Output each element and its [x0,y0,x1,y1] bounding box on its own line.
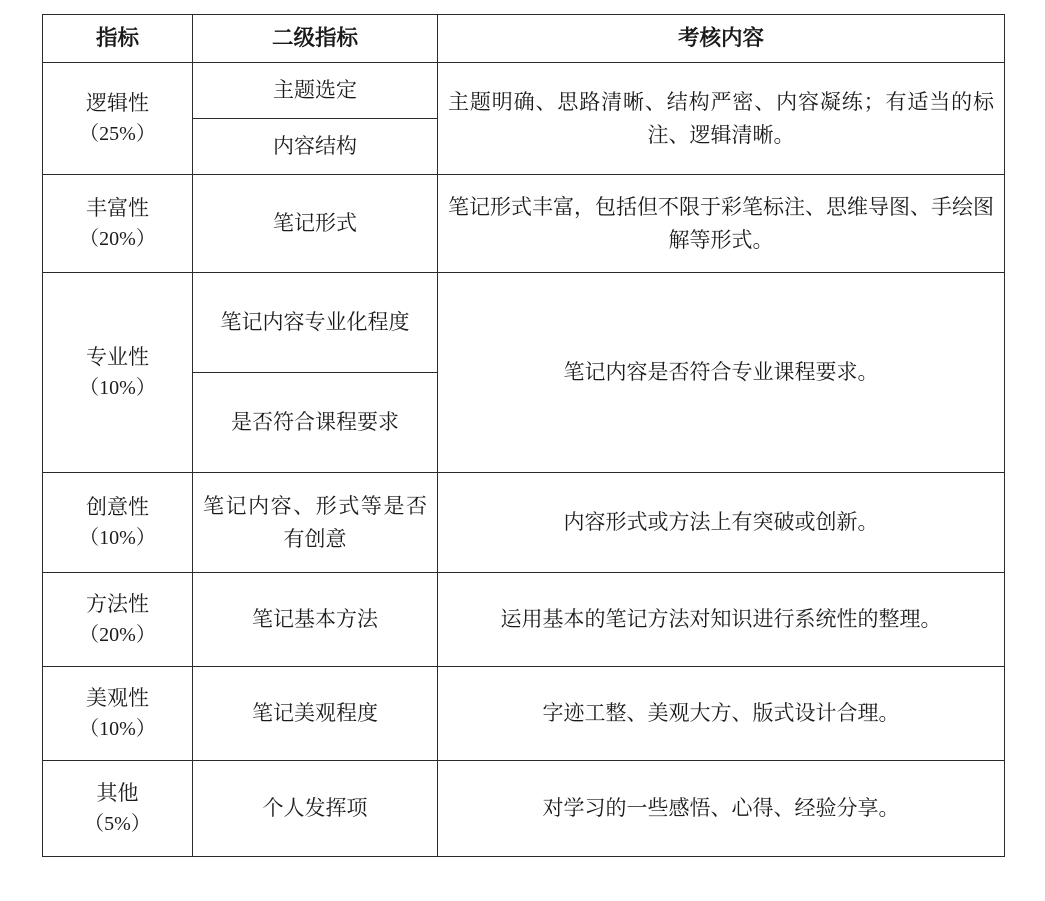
indicator-label: 创意性 [86,494,149,519]
table-row [43,273,1005,373]
content-cell: 运用基本的笔记方法对知识进行系统性的整理。 [438,573,1005,667]
content-cell: 笔记形式丰富，包括但不限于彩笔标注、思维导图、手绘图解等形式。 [438,175,1005,273]
indicator-label: 专业性 [86,344,149,369]
content-cell: 字迹工整、美观大方、版式设计合理。 [438,667,1005,761]
content-cell: 笔记内容是否符合专业课程要求。 [438,273,1005,473]
sub-indicator-cell: 笔记内容、形式等是否有创意 [193,473,438,573]
table-row [43,761,1005,857]
sub-indicator-cell: 是否符合课程要求 [193,373,438,473]
indicator-weight: （10%） [79,527,156,550]
indicator-cell [43,667,193,761]
indicator-weight: （25%） [79,123,156,146]
sub-indicator-cell: 笔记形式 [193,175,438,273]
indicator-cell [43,473,193,573]
indicator-weight: （10%） [79,718,156,741]
indicator-label: 其他 [96,780,139,805]
content-cell: 对学习的一些感悟、心得、经验分享。 [438,761,1005,857]
sub-indicator-cell: 笔记美观程度 [193,667,438,761]
table-row [43,63,1005,119]
column-header-sub-indicator: 二级指标 [193,15,438,63]
indicator-label: 方法性 [86,591,149,616]
indicator-label: 美观性 [86,685,149,710]
indicator-cell [43,761,193,857]
sub-indicator-cell: 笔记内容专业化程度 [193,273,438,373]
content-cell: 内容形式或方法上有突破或创新。 [438,473,1005,573]
table-row [43,667,1005,761]
column-header-indicator: 指标 [43,15,193,63]
table-row [43,175,1005,273]
column-header-content: 考核内容 [438,15,1005,63]
indicator-cell [43,573,193,667]
indicator-label: 丰富性 [86,195,149,220]
indicator-weight: （20%） [79,624,156,647]
table-header-row [43,15,1005,63]
indicator-label: 逻辑性 [86,90,149,115]
sub-indicator-cell: 个人发挥项 [193,761,438,857]
indicator-cell [43,273,193,473]
sub-indicator-cell: 笔记基本方法 [193,573,438,667]
sub-indicator-cell: 主题选定 [193,63,438,119]
content-cell: 主题明确、思路清晰、结构严密、内容凝练；有适当的标注、逻辑清晰。 [438,63,1005,175]
sub-indicator-cell: 内容结构 [193,119,438,175]
table-row [43,473,1005,573]
indicator-cell [43,63,193,175]
indicator-cell [43,175,193,273]
indicator-weight: （5%） [84,813,151,836]
indicator-weight: （20%） [79,228,156,251]
table-row [43,573,1005,667]
assessment-rubric-table [42,14,1005,857]
indicator-weight: （10%） [79,377,156,400]
